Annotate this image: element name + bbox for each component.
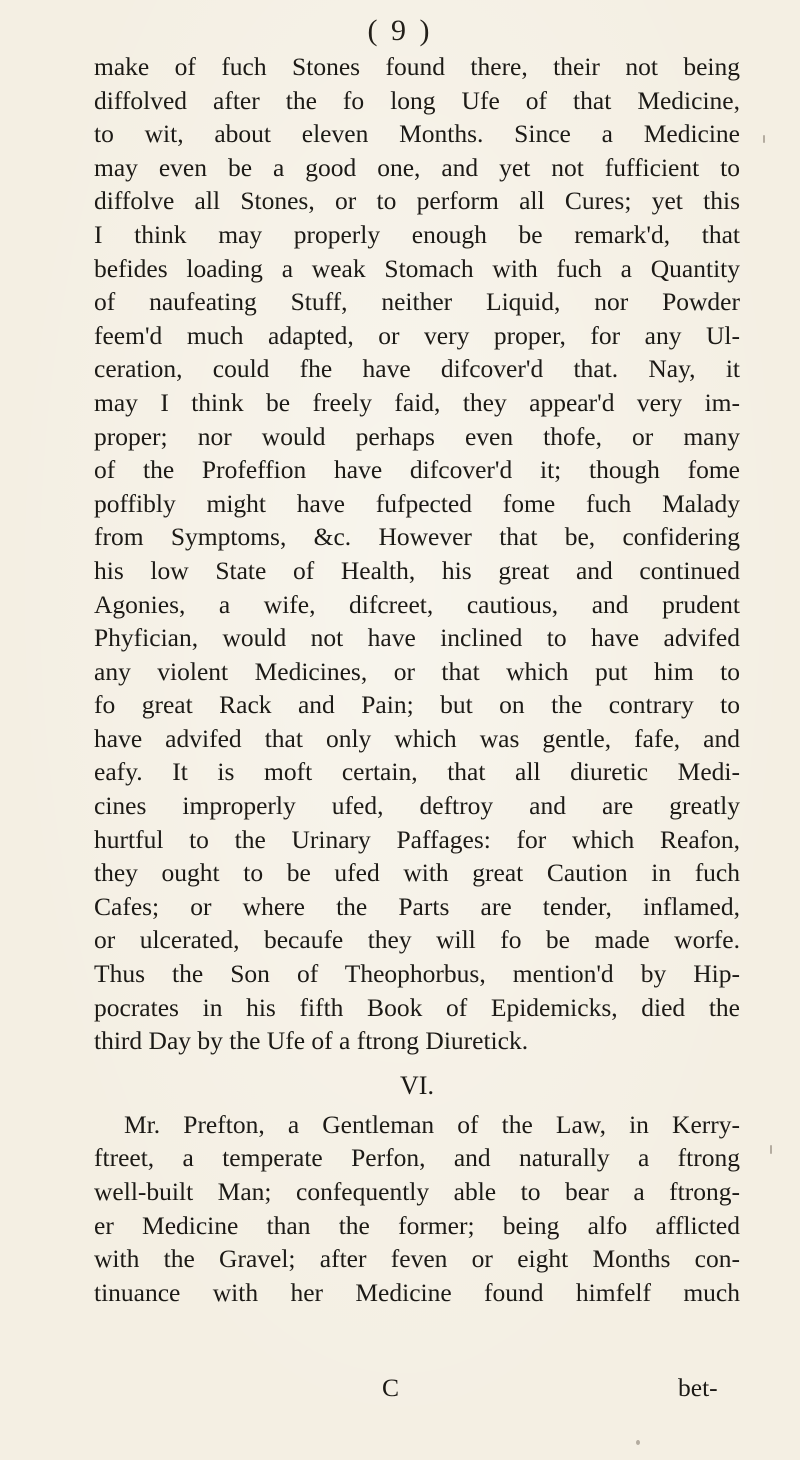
text-line: tinuance with her Medicine found himfelf much: [94, 1277, 740, 1307]
page-body-text: [94, 50, 740, 1309]
text-line: Phyfician, would not have inclined to have advifed: [94, 623, 740, 653]
paper-speck: [763, 135, 765, 143]
text-line: ceration, could fhe have difcover'd that. Nay, it: [94, 354, 740, 384]
text-line: fo great Rack and Pain; but on the contrary to: [94, 690, 740, 720]
text-line: have advifed that only which was gentle, fafe, and: [94, 723, 740, 753]
text-line: ftreet, a temperate Perfon, and naturally a ftrong: [94, 1143, 740, 1173]
text-line: make of fuch Stones found there, their not being: [94, 52, 740, 81]
text-line: diffolved after the fo long Ufe of that Medicine,: [94, 85, 740, 115]
text-line: diffolve all Stones, or to perform all Cures; yet this: [94, 186, 740, 216]
text-line: I think may properly enough be remark'd, that: [94, 219, 740, 249]
section-number: VI.: [400, 1070, 434, 1100]
text-line: Thus the Son of Theophorbus, mention'd by Hip-: [94, 959, 740, 989]
catchword: bet-: [678, 1373, 718, 1402]
text-line: may even be a good one, and yet not fufficient to: [94, 152, 740, 182]
text-line: may I think be freely faid, they appear'd very im-: [94, 387, 740, 417]
text-line: any violent Medicines, or that which put him to: [94, 656, 740, 686]
text-line: feem'd much adapted, or very proper, for any Ul-: [94, 320, 740, 350]
paper-speck: [770, 1145, 772, 1154]
text-line: befides loading a weak Stomach with fuch a Quantity: [94, 253, 740, 283]
text-line: with the Gravel; after feven or eight Months con-: [94, 1244, 740, 1274]
text-line: eafy. It is moft certain, that all diuretic Medi-: [94, 757, 740, 787]
text-line: Agonies, a wife, difcreet, cautious, and prudent: [94, 589, 740, 619]
text-line: his low State of Health, his great and continued: [94, 555, 740, 585]
text-line: Mr. Prefton, a Gentleman of the Law, in Kerry-: [124, 1109, 740, 1139]
text-line: of naufeating Stuff, neither Liquid, nor Powder: [94, 287, 740, 317]
text-line: er Medicine than the former; being alfo afflicted: [94, 1210, 740, 1240]
text-line: well-built Man; confequently able to bear a ftrong-: [94, 1177, 740, 1206]
signature-mark: C: [382, 1373, 400, 1402]
text-line: of the Profeffion have difcover'd it; though fome: [94, 455, 740, 485]
text-line: hurtful to the Urinary Paffages: for which Reafon,: [94, 824, 740, 854]
text-line: they ought to be ufed with great Caution in fuch: [94, 858, 740, 888]
paper-speck: [636, 1440, 640, 1445]
text-line: pocrates in his fifth Book of Epidemicks, died the: [94, 992, 740, 1022]
text-line: third Day by the Ufe of a ftrong Diuretick.: [94, 1026, 529, 1056]
text-line: Cafes; or where the Parts are tender, inflamed,: [94, 891, 740, 921]
text-line: to wit, about eleven Months. Since a Medicine: [94, 119, 740, 149]
text-line: proper; nor would perhaps even thofe, or many: [94, 421, 740, 451]
text-line: poffibly might have fufpected fome fuch Malady: [94, 488, 740, 518]
text-line: or ulcerated, becaufe they will fo be made worfe.: [94, 925, 740, 955]
text-line: cines improperly ufed, deftroy and are greatly: [94, 791, 740, 821]
text-line: from Symptoms, &c. However that be, confidering: [94, 522, 740, 552]
page-number-header: ( 9 ): [367, 14, 433, 47]
